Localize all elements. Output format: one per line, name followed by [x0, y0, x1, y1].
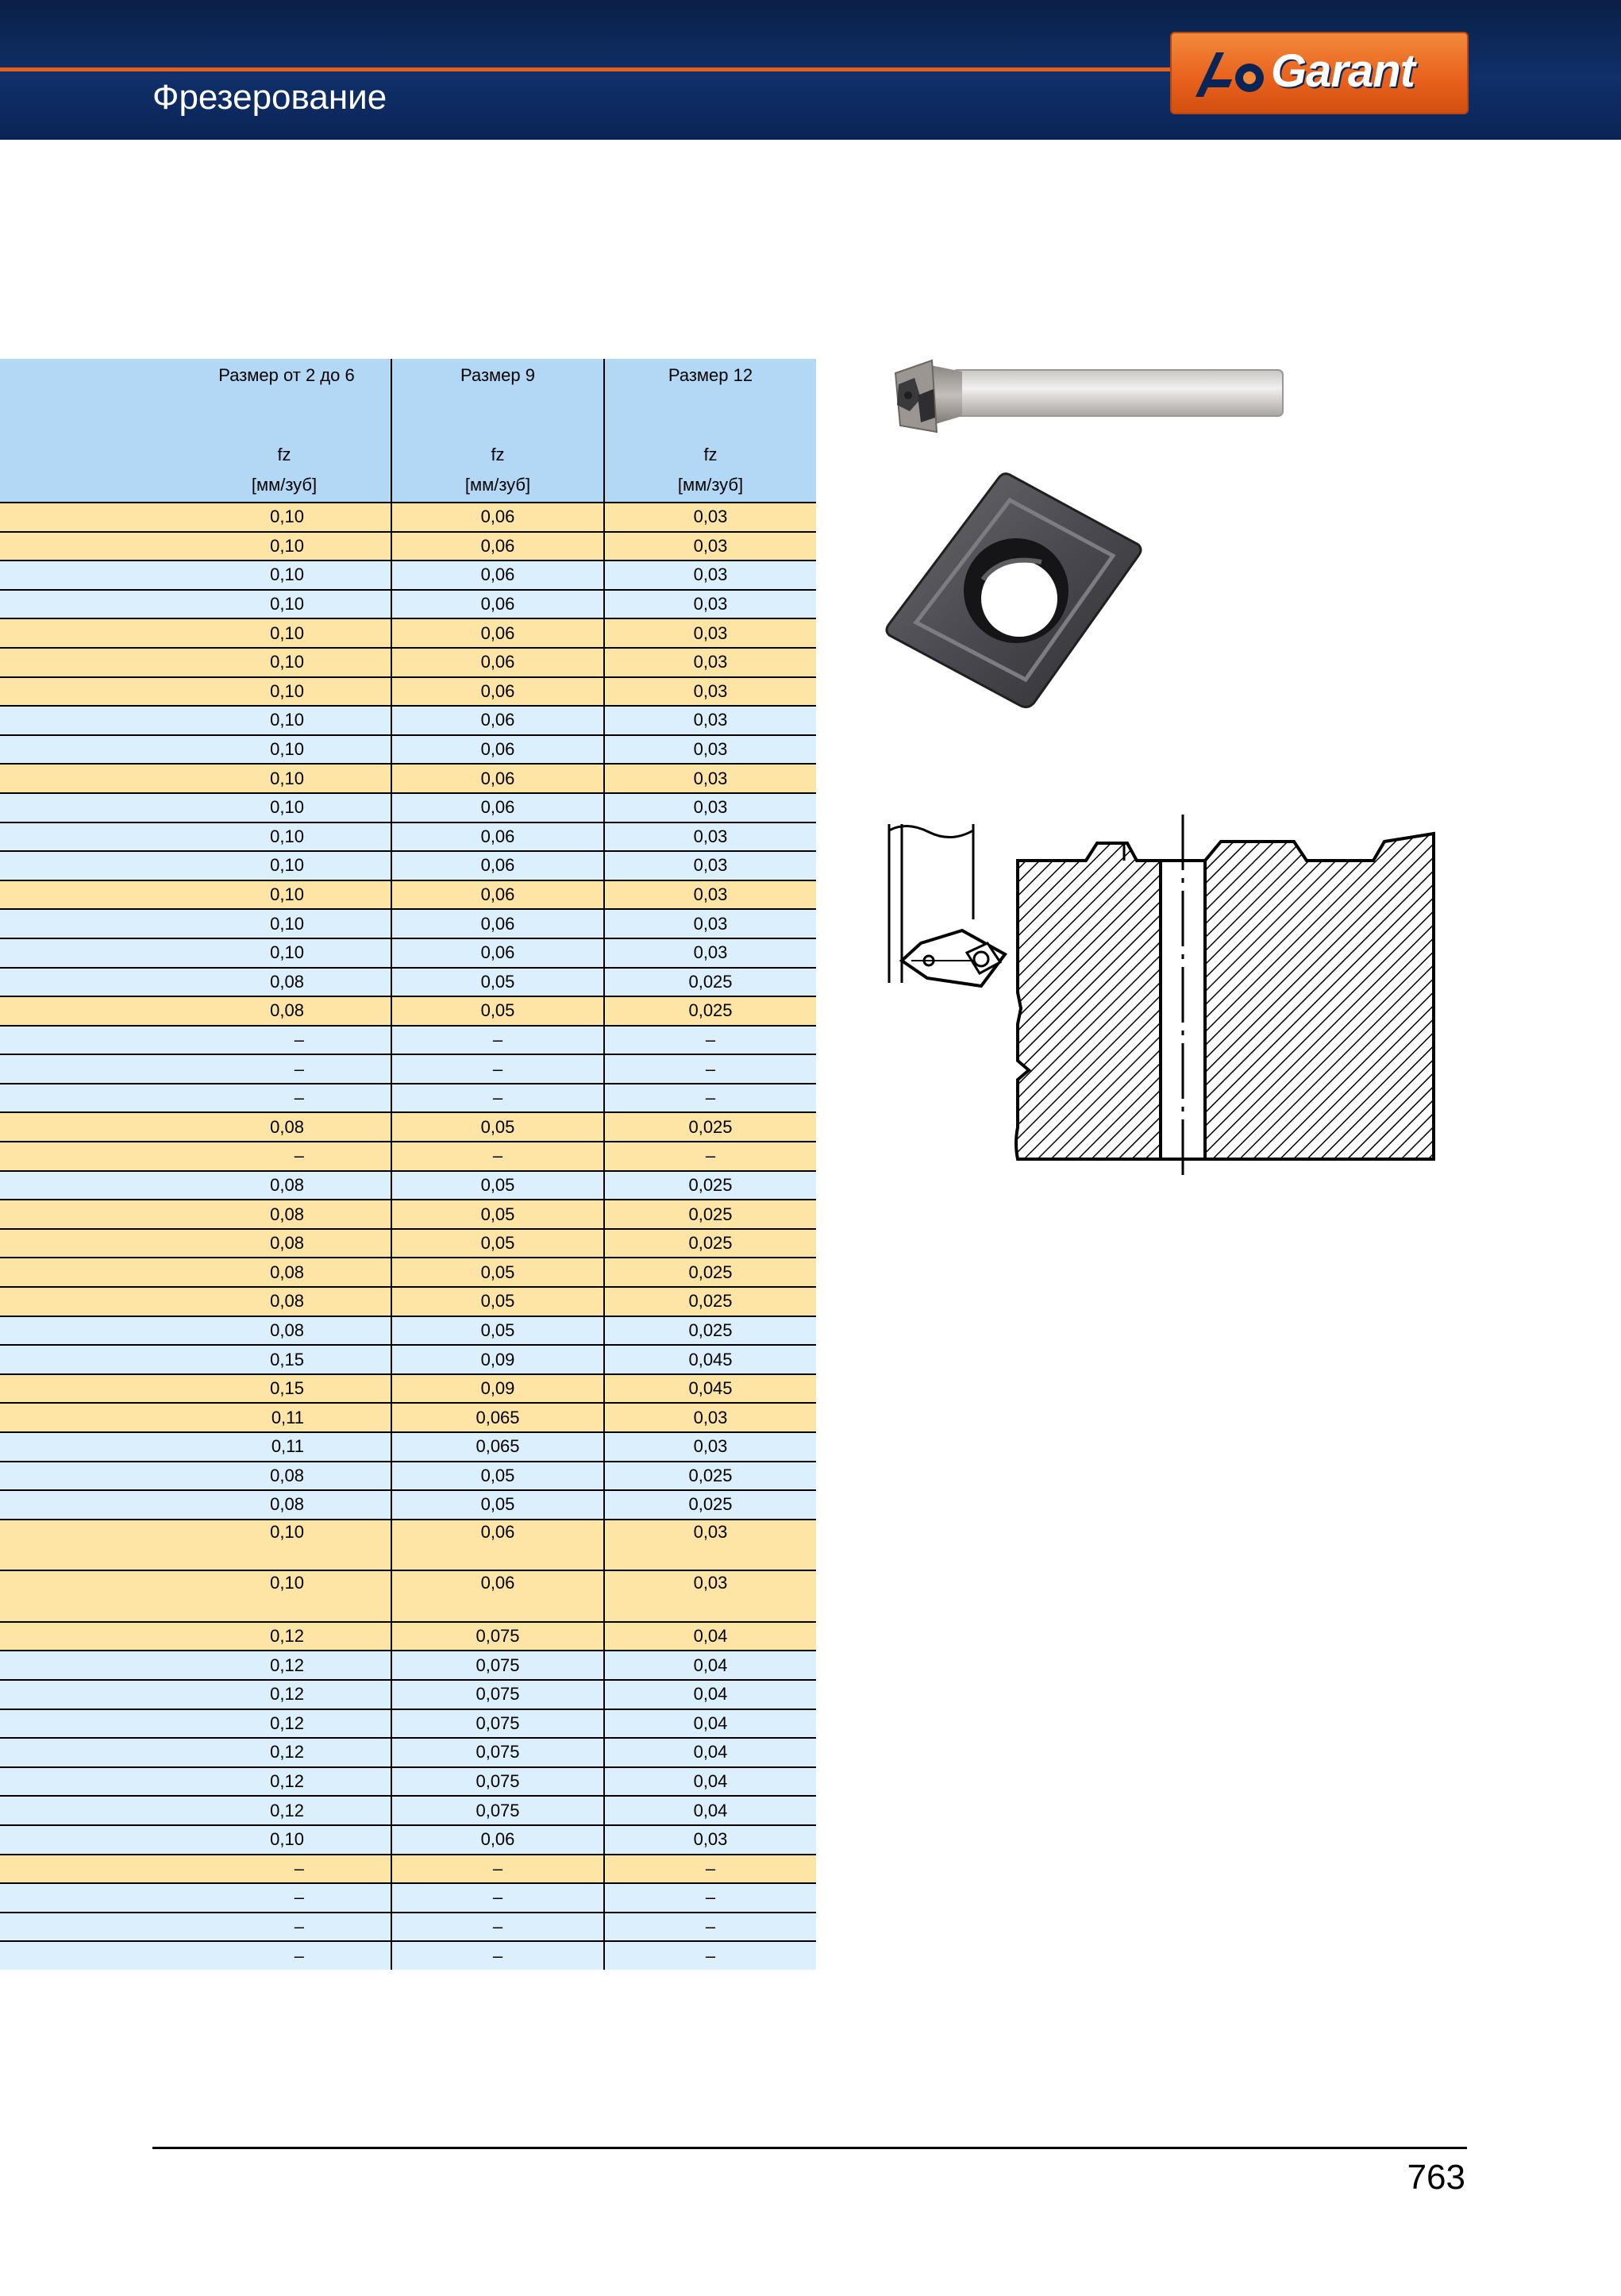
column-param-label: fz: [277, 445, 291, 464]
table-cell: 0,04: [604, 1796, 816, 1825]
table-row: [0, 1622, 816, 1651]
table-cell: –: [0, 1941, 391, 1970]
table-cell: 0,10: [0, 1825, 391, 1855]
table-cell: 0,15: [0, 1374, 391, 1404]
table-cell: 0,03: [604, 1403, 816, 1432]
table-cell: 0,09: [391, 1345, 604, 1374]
table-cell: 0,10: [0, 735, 391, 765]
table-row: [0, 590, 816, 619]
table-cell: 0,025: [604, 1258, 816, 1287]
table-cell: –: [0, 1054, 391, 1084]
table-cell: –: [604, 1084, 816, 1113]
table-row: [0, 1229, 816, 1258]
table-cell: 0,10: [0, 677, 391, 707]
table-row: [0, 1258, 816, 1287]
table-cell: 0,15: [0, 1345, 391, 1374]
table-cell: 0,08: [0, 1200, 391, 1229]
table-cell: 0,10: [0, 618, 391, 648]
table-cell: 0,05: [391, 1490, 604, 1520]
table-cell: 0,10: [0, 561, 391, 590]
table-row: [0, 909, 816, 938]
table-cell: –: [604, 1855, 816, 1884]
table-cell: 0,05: [391, 1229, 604, 1258]
table-cell: 0,04: [604, 1709, 816, 1739]
table-row: [0, 764, 816, 793]
table-row: [0, 1142, 816, 1171]
table-cell: 0,03: [604, 1825, 816, 1855]
table-row: [0, 1913, 816, 1942]
table-cell: 0,10: [0, 590, 391, 619]
table-cell: 0,075: [391, 1651, 604, 1680]
table-cell: 0,10: [0, 880, 391, 910]
table-cell: 0,06: [391, 706, 604, 735]
shank-cutter-image: [883, 349, 1303, 445]
table-cell: 0,025: [604, 1229, 816, 1258]
table-row: [0, 1570, 816, 1622]
table-cell: –: [0, 1883, 391, 1913]
table-row: [0, 1287, 816, 1316]
column-size-label: Размер 12: [668, 365, 753, 385]
table-row: [0, 1374, 816, 1404]
table-cell: 0,08: [0, 1229, 391, 1258]
table-cell: –: [0, 1026, 391, 1055]
table-cell: 0,025: [604, 1490, 816, 1520]
table-cell: 0,06: [391, 1520, 604, 1571]
table-cell: 0,03: [604, 735, 816, 765]
table-cell: –: [604, 1054, 816, 1084]
table-cell: 0,06: [391, 793, 604, 822]
feed-rate-table: [0, 359, 816, 1970]
table-row: [0, 648, 816, 677]
table-cell: 0,10: [0, 793, 391, 822]
page-number: 763: [1407, 2158, 1465, 2197]
column-unit-label: [мм/зуб]: [677, 475, 744, 495]
table-cell: 0,045: [604, 1374, 816, 1404]
table-cell: 0,05: [391, 1258, 604, 1287]
table-cell: –: [0, 1855, 391, 1884]
page-header: [0, 0, 1621, 140]
table-cell: 0,08: [0, 1490, 391, 1520]
table-cell: –: [391, 1883, 604, 1913]
table-cell: 0,06: [391, 618, 604, 648]
table-row: [0, 1112, 816, 1142]
table-cell: 0,10: [0, 938, 391, 968]
column-unit-label: [мм/зуб]: [251, 475, 318, 495]
table-row: [0, 1520, 816, 1571]
table-cell: 0,06: [391, 938, 604, 968]
table-cell: 0,08: [0, 1462, 391, 1491]
table-cell: 0,08: [0, 996, 391, 1026]
table-cell: 0,05: [391, 1171, 604, 1200]
table-cell: 0,06: [391, 909, 604, 938]
table-row: [0, 1651, 816, 1680]
table-row: [0, 851, 816, 880]
table-cell: 0,03: [604, 909, 816, 938]
table-cell: 0,025: [604, 968, 816, 997]
table-cell: 0,075: [391, 1796, 604, 1825]
column-size-label: Размер от 2 до 6: [218, 365, 355, 385]
table-cell: 0,10: [0, 648, 391, 677]
table-row: [0, 822, 816, 852]
table-cell: 0,12: [0, 1767, 391, 1797]
table-row: [0, 1462, 816, 1491]
table-cell: –: [604, 1941, 816, 1970]
table-cell: 0,03: [604, 561, 816, 590]
table-header-row: [0, 359, 816, 503]
table-cell: 0,075: [391, 1767, 604, 1797]
page-title: Фрезерование: [152, 78, 387, 117]
table-cell: –: [391, 1941, 604, 1970]
table-row: [0, 1709, 816, 1739]
table-row: [0, 618, 816, 648]
table-cell: 0,03: [604, 851, 816, 880]
table-cell: 0,065: [391, 1432, 604, 1462]
table-cell: 0,11: [0, 1403, 391, 1432]
table-cell: 0,11: [0, 1432, 391, 1462]
column-param-label: fz: [703, 445, 718, 464]
garant-logo-icon: [1192, 48, 1272, 100]
table-cell: 0,04: [604, 1738, 816, 1767]
table-row: [0, 1054, 816, 1084]
table-cell: 0,08: [0, 1171, 391, 1200]
table-cell: 0,12: [0, 1709, 391, 1739]
table-cell: 0,12: [0, 1622, 391, 1651]
table-row: [0, 880, 816, 910]
table-cell: 0,06: [391, 735, 604, 765]
table-cell: 0,06: [391, 880, 604, 910]
table-row: [0, 1200, 816, 1229]
logo-text: Garant: [1271, 45, 1415, 97]
table-cell: 0,03: [604, 793, 816, 822]
table-cell: 0,12: [0, 1738, 391, 1767]
chamfer-milling-drawing: [888, 810, 1443, 1191]
table-cell: 0,03: [604, 706, 816, 735]
table-cell: –: [0, 1142, 391, 1171]
table-cell: –: [391, 1054, 604, 1084]
table-row: [0, 532, 816, 561]
table-row: [0, 735, 816, 765]
table-cell: 0,065: [391, 1403, 604, 1432]
table-cell: 0,03: [604, 590, 816, 619]
table-cell: 0,03: [604, 1520, 816, 1571]
table-cell: 0,08: [0, 1287, 391, 1316]
table-cell: 0,08: [0, 1316, 391, 1346]
table-cell: 0,025: [604, 996, 816, 1026]
table-cell: 0,03: [604, 822, 816, 852]
table-cell: 0,10: [0, 1520, 391, 1571]
table-cell: –: [391, 1026, 604, 1055]
table-cell: 0,025: [604, 1287, 816, 1316]
table-row: [0, 1084, 816, 1113]
table-cell: 0,04: [604, 1622, 816, 1651]
table-row: [0, 1883, 816, 1913]
table-row: [0, 1490, 816, 1520]
table-cell: 0,06: [391, 1570, 604, 1622]
table-cell: 0,03: [604, 938, 816, 968]
table-cell: 0,05: [391, 1112, 604, 1142]
table-cell: 0,06: [391, 822, 604, 852]
table-cell: 0,08: [0, 968, 391, 997]
table-cell: 0,06: [391, 851, 604, 880]
garant-logo: [1170, 32, 1469, 114]
table-row: [0, 1432, 816, 1462]
table-cell: 0,12: [0, 1680, 391, 1709]
table-cell: –: [604, 1142, 816, 1171]
table-cell: 0,05: [391, 1287, 604, 1316]
table-cell: 0,05: [391, 1316, 604, 1346]
table-cell: 0,03: [604, 532, 816, 561]
table-cell: –: [0, 1913, 391, 1942]
table-row: [0, 1345, 816, 1374]
table-cell: 0,10: [0, 532, 391, 561]
table-cell: 0,075: [391, 1738, 604, 1767]
table-cell: 0,10: [0, 822, 391, 852]
table-row: [0, 793, 816, 822]
table-cell: 0,06: [391, 764, 604, 793]
table-cell: 0,12: [0, 1796, 391, 1825]
column-size-label: Размер 9: [460, 365, 535, 385]
table-cell: 0,10: [0, 909, 391, 938]
table-cell: 0,06: [391, 590, 604, 619]
column-header-size-12: [604, 359, 816, 503]
table-row: [0, 1738, 816, 1767]
table-body: [0, 503, 816, 1970]
table-row: [0, 561, 816, 590]
table-cell: 0,09: [391, 1374, 604, 1404]
table-cell: 0,10: [0, 764, 391, 793]
table-cell: 0,08: [0, 1258, 391, 1287]
column-unit-label: [мм/зуб]: [464, 475, 531, 495]
table-row: [0, 1026, 816, 1055]
table-cell: 0,025: [604, 1462, 816, 1491]
table-cell: 0,05: [391, 1200, 604, 1229]
table-cell: 0,06: [391, 648, 604, 677]
column-header-size-2-6: [0, 359, 391, 503]
table-cell: –: [604, 1883, 816, 1913]
table-cell: 0,05: [391, 1462, 604, 1491]
table-cell: 0,075: [391, 1709, 604, 1739]
table-cell: 0,075: [391, 1680, 604, 1709]
table-cell: 0,12: [0, 1651, 391, 1680]
table-cell: 0,08: [0, 1112, 391, 1142]
table-cell: 0,025: [604, 1316, 816, 1346]
table-cell: 0,04: [604, 1767, 816, 1797]
table-cell: 0,04: [604, 1680, 816, 1709]
table-cell: –: [604, 1026, 816, 1055]
table-row: [0, 996, 816, 1026]
table-row: [0, 706, 816, 735]
table-row: [0, 938, 816, 968]
table-cell: 0,03: [604, 764, 816, 793]
table-cell: 0,075: [391, 1622, 604, 1651]
table-cell: 0,06: [391, 1825, 604, 1855]
table-cell: 0,025: [604, 1171, 816, 1200]
table-row: [0, 968, 816, 997]
table-cell: 0,045: [604, 1345, 816, 1374]
table-cell: 0,03: [604, 1432, 816, 1462]
table-row: [0, 1403, 816, 1432]
footer-rule: [152, 2147, 1467, 2149]
table-row: [0, 1680, 816, 1709]
table-cell: 0,025: [604, 1112, 816, 1142]
table-cell: –: [604, 1913, 816, 1942]
table-cell: –: [391, 1084, 604, 1113]
column-param-label: fz: [491, 445, 505, 464]
table-cell: –: [391, 1913, 604, 1942]
table-row: [0, 503, 816, 532]
table-cell: 0,04: [604, 1651, 816, 1680]
table-cell: 0,03: [604, 648, 816, 677]
table-cell: 0,10: [0, 503, 391, 532]
table-cell: –: [391, 1142, 604, 1171]
header-accent-line: [0, 67, 1175, 71]
table-cell: 0,025: [604, 1200, 816, 1229]
table-row: [0, 1796, 816, 1825]
table-cell: 0,10: [0, 1570, 391, 1622]
table-cell: 0,10: [0, 851, 391, 880]
table-cell: 0,03: [604, 677, 816, 707]
column-header-size-9: [391, 359, 604, 503]
table-cell: 0,03: [604, 1570, 816, 1622]
table-row: [0, 677, 816, 707]
table-cell: 0,03: [604, 618, 816, 648]
table-cell: 0,05: [391, 968, 604, 997]
table-cell: 0,05: [391, 996, 604, 1026]
table-cell: 0,06: [391, 532, 604, 561]
square-insert-image: [883, 468, 1145, 715]
table-row: [0, 1171, 816, 1200]
table-cell: 0,06: [391, 503, 604, 532]
table-cell: 0,06: [391, 561, 604, 590]
table-cell: –: [391, 1855, 604, 1884]
table-row: [0, 1825, 816, 1855]
table-cell: 0,03: [604, 503, 816, 532]
table-cell: –: [0, 1084, 391, 1113]
table-row: [0, 1767, 816, 1797]
table-cell: 0,03: [604, 880, 816, 910]
table-row: [0, 1941, 816, 1970]
table-cell: 0,10: [0, 706, 391, 735]
table-cell: 0,06: [391, 677, 604, 707]
table-row: [0, 1855, 816, 1884]
table-row: [0, 1316, 816, 1346]
